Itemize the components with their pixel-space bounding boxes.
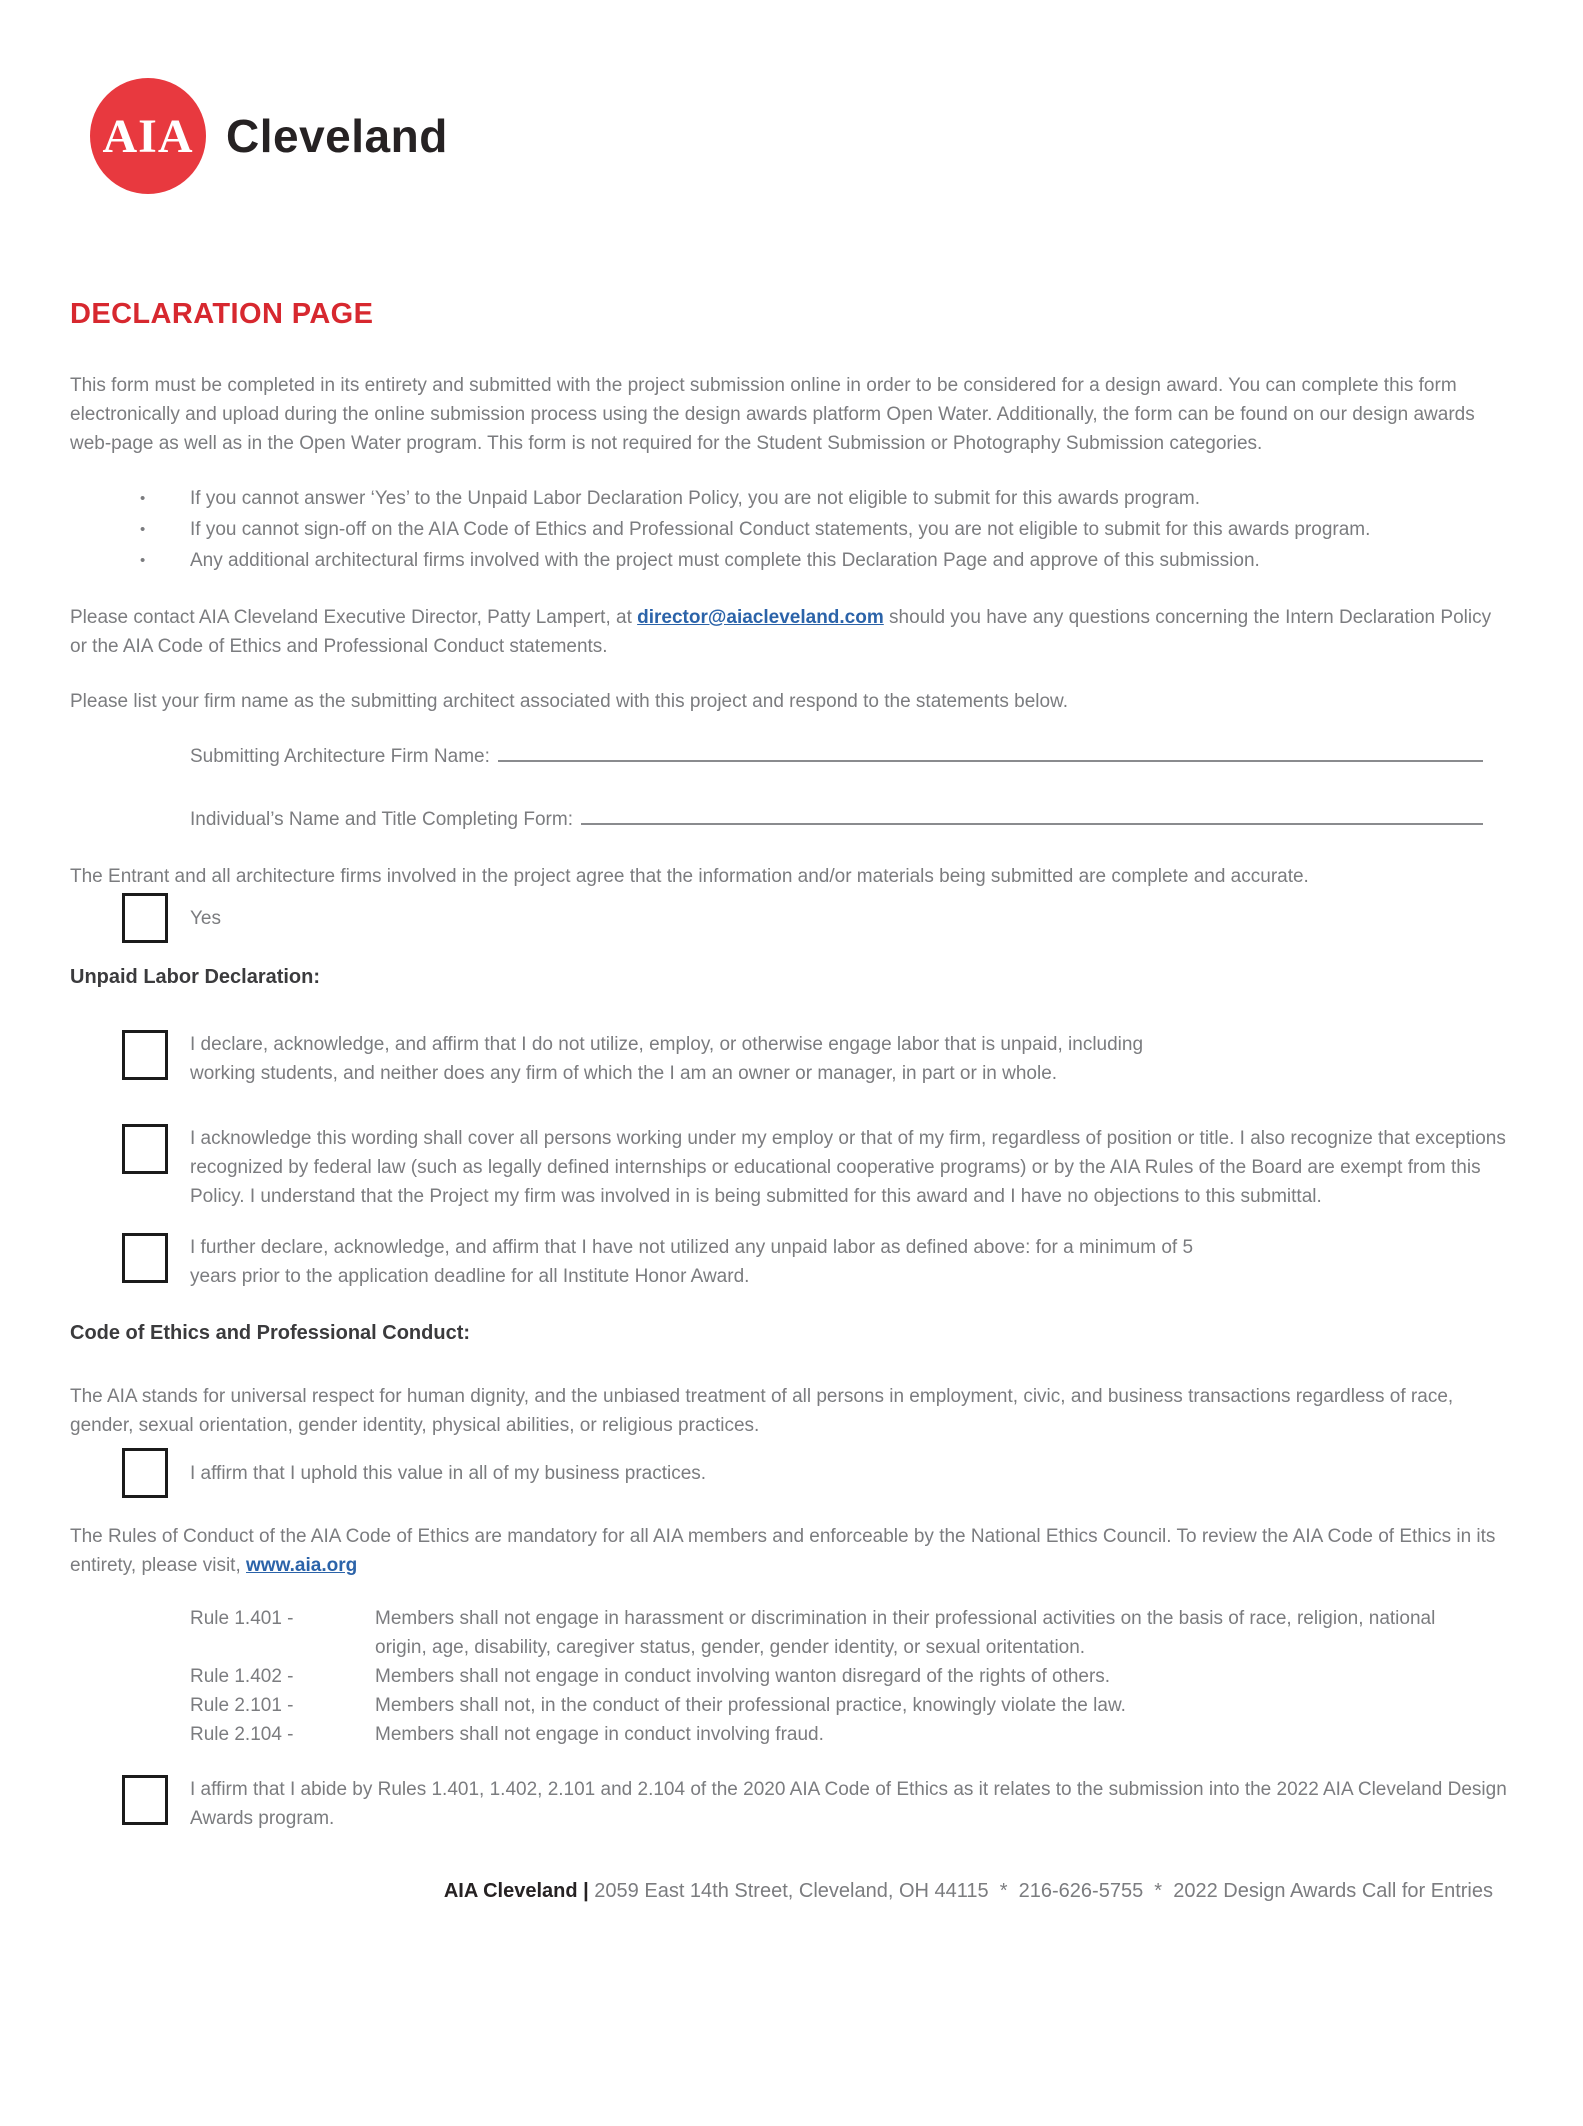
aia-logo-icon (90, 78, 206, 194)
aia-logo-text: AIA (102, 109, 194, 163)
unpaid-labor-heading: Unpaid Labor Declaration: (70, 966, 321, 988)
rule-row (70, 1691, 1513, 1720)
rule-row (70, 1662, 1513, 1691)
ethics-heading: Code of Ethics and Professional Conduct: (70, 1322, 471, 1344)
unpaid-statement-row (70, 1030, 1513, 1088)
affirm-value-checkbox[interactable] (122, 1448, 168, 1498)
unpaid-declare-checkbox[interactable] (122, 1030, 168, 1080)
list-item (70, 546, 1513, 575)
individual-name-field (190, 803, 1483, 834)
contact-paragraph (70, 603, 1513, 661)
rule-text: Members shall not engage in conduct involving wanton disregard of the rights of others. (375, 1666, 1111, 1687)
contact-text-pre: Please contact AIA Cleveland Executive Director, Patty Lampert, at (70, 607, 638, 628)
affirm-rules-text: I affirm that I abide by Rules 1.401, 1.402, 2.101 and 2.104 of the 2020 AIA Code of Ethics as it relates to the submission into the 2022 AIA Cleveland Design Awards program. (190, 1779, 1507, 1829)
footer-org-name: AIA Cleveland | (443, 1880, 589, 1902)
page-title: DECLARATION PAGE (70, 298, 374, 330)
yes-checkbox-row (70, 893, 1513, 943)
rule-row (70, 1604, 1513, 1662)
unpaid-further-declare-checkbox[interactable] (122, 1233, 168, 1283)
intro-paragraph: This form must be completed in its entirety and submitted with the project submission online in order to be considered for a design award. You can complete this form electronically and upload during the online submission process using the design awards platform Open Water. Additionally, the form can be found on our design awards web-page as well as in the Open Water program. This form is not required for the Student Submission or Photography Submission categories. (70, 375, 1475, 454)
bullet-text: If you cannot answer ‘Yes’ to the Unpaid Labor Declaration Policy, you are not eligible to submit for this awards program. (190, 488, 1200, 509)
bullet-text: Any additional architectural firms involved with the project must complete this Declaration Page and approve of this submission. (190, 550, 1260, 571)
rule-id: Rule 1.401 - (190, 1608, 294, 1629)
page-footer (70, 1877, 1493, 1906)
rule-id: Rule 1.402 - (190, 1666, 294, 1687)
rules-list (70, 1604, 1513, 1749)
ethics-intro: The AIA stands for universal respect for human dignity, and the unbiased treatment of all persons in employment, civic, and business transactions regardless of race, gender, sexual orientation, gender identity, physical abilities, or religious practices. (70, 1386, 1454, 1436)
yes-label: Yes (190, 907, 221, 929)
bullet-list (70, 484, 1513, 575)
bullet-icon: • (140, 490, 146, 507)
affirm-rules-checkbox[interactable] (122, 1775, 168, 1825)
rule-row (70, 1720, 1513, 1749)
rule-id: Rule 2.104 - (190, 1724, 294, 1745)
rule-id: Rule 2.101 - (190, 1695, 294, 1716)
firm-name-label: Submitting Architecture Firm Name: (190, 746, 490, 767)
rules-intro (70, 1522, 1513, 1580)
unpaid-declare-text: I declare, acknowledge, and affirm that I do not utilize, employ, or otherwise engage labor that is unpaid, including working students, and neither does any firm of which the I am an owner or manager, in part or in whole. (190, 1034, 1144, 1084)
firm-name-input-line[interactable] (498, 740, 1483, 762)
yes-checkbox[interactable] (122, 893, 168, 943)
individual-name-input-line[interactable] (581, 803, 1483, 825)
individual-name-label: Individual’s Name and Title Completing Form: (190, 809, 573, 830)
director-email-link[interactable]: director@aiacleveland.com (637, 607, 884, 628)
affirm-rules-row (70, 1775, 1513, 1833)
unpaid-statement-row (70, 1124, 1513, 1211)
footer-contact-info: 2059 East 14th Street, Cleveland, OH 44115 * 216-626-5755 * 2022 Design Awards Call for Entries (588, 1880, 1493, 1902)
rule-text: Members shall not engage in conduct involving fraud. (375, 1724, 824, 1745)
unpaid-further-declare-text: I further declare, acknowledge, and affirm that I have not utilized any unpaid labor as defined above: for a minimum of 5 years prior to the application deadline for all Institute Honor Award. (190, 1237, 1194, 1287)
affirm-value-row (70, 1448, 1513, 1498)
aia-cleveland-logo (90, 78, 1513, 194)
bullet-icon: • (140, 521, 146, 538)
contact-text-post: should you have any questions concerning the Intern Declaration Policy or the AIA Code of Ethics and Professional Conduct statements. (70, 607, 1492, 657)
aia-org-link[interactable]: www.aia.org (246, 1555, 358, 1576)
unpaid-acknowledge-checkbox[interactable] (122, 1124, 168, 1174)
rule-text: Members shall not engage in harassment or discrimination in their professional activities on the basis of race, religion, national origin, age, disability, caregiver status, gender, gender identity, or sexual oritentation. (375, 1608, 1436, 1658)
bullet-text: If you cannot sign-off on the AIA Code of Ethics and Professional Conduct statements, you are not eligible to submit for this awards program. (190, 519, 1371, 540)
rules-intro-text: The Rules of Conduct of the AIA Code of Ethics are mandatory for all AIA members and enforceable by the National Ethics Council. To review the AIA Code of Ethics in its entirety, please visit, (70, 1526, 1496, 1576)
bullet-icon: • (140, 552, 146, 569)
firm-name-field (190, 740, 1483, 771)
unpaid-statement-row (70, 1233, 1513, 1291)
rule-text: Members shall not, in the conduct of their professional practice, knowingly violate the law. (375, 1695, 1126, 1716)
unpaid-acknowledge-text: I acknowledge this wording shall cover all persons working under my employ or that of my firm, regardless of position or title. I also recognize that exceptions recognized by federal law (such as legally defined internships or educational cooperative programs) or by the AIA Rules of the Board are exempt from this Policy. I understand that the Project my firm was involved in is being submitted for this award and I have no objections to this submittal. (190, 1128, 1506, 1207)
declaration-page (0, 78, 1583, 1906)
list-item (70, 484, 1513, 513)
logo-wordmark: Cleveland (226, 109, 448, 162)
affirm-value-text: I affirm that I uphold this value in all of my business practices. (190, 1462, 707, 1484)
list-item (70, 515, 1513, 544)
firm-prompt: Please list your firm name as the submitting architect associated with this project and respond to the statements below. (70, 691, 1069, 712)
entrant-statement: The Entrant and all architecture firms involved in the project agree that the information and/or materials being submitted are complete and accurate. (70, 866, 1309, 887)
